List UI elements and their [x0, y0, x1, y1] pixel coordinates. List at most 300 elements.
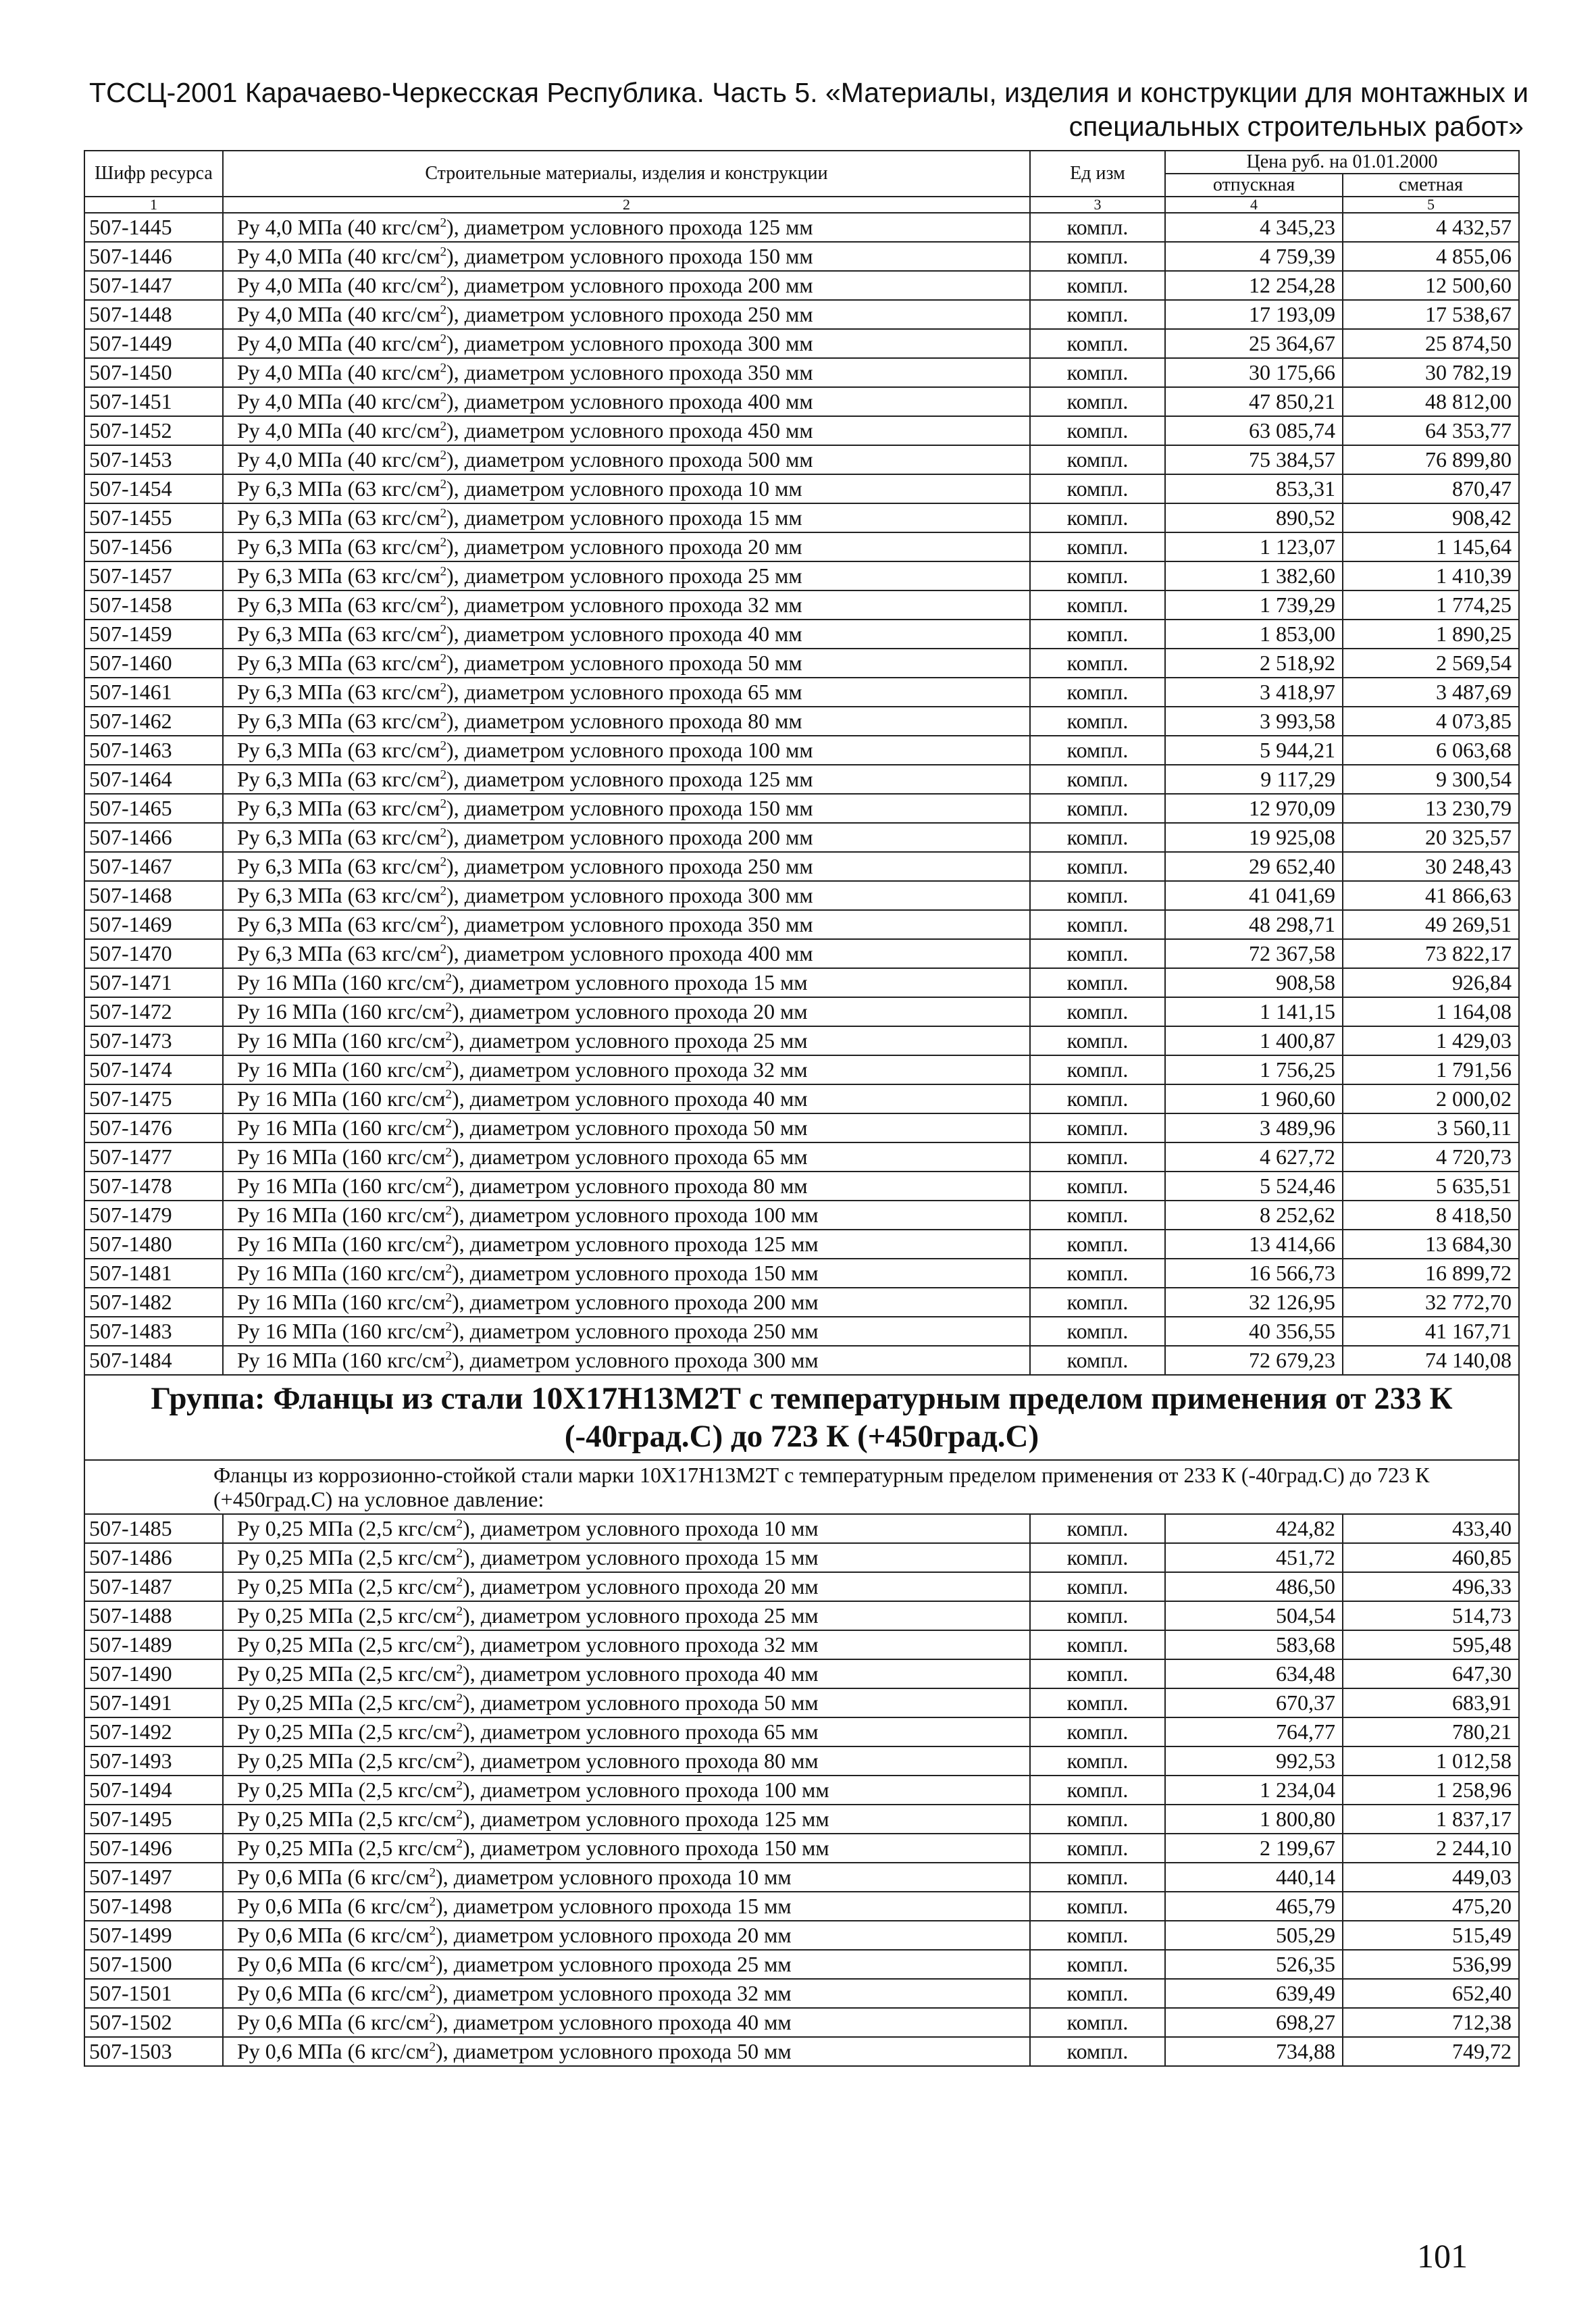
header-code: Шифр ресурса: [84, 151, 223, 197]
estimate-price: 652,40: [1343, 1979, 1519, 2008]
resource-code: 507-1469: [84, 910, 223, 939]
table-row: [84, 736, 1519, 765]
unit-cell: компл.: [1030, 1979, 1165, 2008]
table-row: [84, 1084, 1519, 1113]
material-name: Ру 16 МПа (160 кгс/$см^2$), диаметром условного прохода 200 мм: [223, 1288, 1030, 1317]
title-line-2: специальных строительных работ»: [1069, 111, 1524, 142]
resource-code: 507-1500: [84, 1950, 223, 1979]
release-price: 465,79: [1165, 1892, 1343, 1921]
unit-cell: компл.: [1030, 823, 1165, 852]
material-name: Ру 0,25 МПа (2,5 кгс/$см^2$), диаметром условного прохода 65 мм: [223, 1717, 1030, 1746]
estimate-price: 41 167,71: [1343, 1317, 1519, 1346]
unit-cell: компл.: [1030, 387, 1165, 416]
unit-cell: компл.: [1030, 1026, 1165, 1055]
unit-cell: компл.: [1030, 765, 1165, 794]
table-row: [84, 939, 1519, 968]
release-price: 505,29: [1165, 1921, 1343, 1950]
material-name: Ру 16 МПа (160 кгс/$см^2$), диаметром условного прохода 20 мм: [223, 997, 1030, 1026]
unit-cell: компл.: [1030, 1688, 1165, 1717]
release-price: 583,68: [1165, 1630, 1343, 1659]
material-name: Ру 0,25 МПа (2,5 кгс/$см^2$), диаметром условного прохода 15 мм: [223, 1543, 1030, 1572]
table-row: [84, 852, 1519, 881]
unit-cell: компл.: [1030, 1259, 1165, 1288]
estimate-price: 48 812,00: [1343, 387, 1519, 416]
estimate-price: 1 774,25: [1343, 590, 1519, 620]
resource-code: 507-1458: [84, 590, 223, 620]
estimate-price: 32 772,70: [1343, 1288, 1519, 1317]
unit-cell: компл.: [1030, 1921, 1165, 1950]
material-name: Ру 16 МПа (160 кгс/$см^2$), диаметром условного прохода 25 мм: [223, 1026, 1030, 1055]
resource-code: 507-1497: [84, 1863, 223, 1892]
table-row: [84, 765, 1519, 794]
release-price: 451,72: [1165, 1543, 1343, 1572]
material-name: Ру 6,3 МПа (63 кгс/$см^2$), диаметром условного прохода 125 мм: [223, 765, 1030, 794]
estimate-price: 683,91: [1343, 1688, 1519, 1717]
unit-cell: компл.: [1030, 2037, 1165, 2066]
table-row: [84, 649, 1519, 678]
material-name: Ру 4,0 МПа (40 кгс/$см^2$), диаметром условного прохода 300 мм: [223, 329, 1030, 358]
material-name: Ру 4,0 МПа (40 кгс/$см^2$), диаметром условного прохода 400 мм: [223, 387, 1030, 416]
estimate-price: 2 244,10: [1343, 1834, 1519, 1863]
material-name: Ру 0,25 МПа (2,5 кгс/$см^2$), диаметром условного прохода 25 мм: [223, 1601, 1030, 1630]
resource-code: 507-1473: [84, 1026, 223, 1055]
resource-code: 507-1485: [84, 1514, 223, 1543]
unit-cell: компл.: [1030, 1514, 1165, 1543]
material-name: Ру 16 МПа (160 кгс/$см^2$), диаметром условного прохода 15 мм: [223, 968, 1030, 997]
release-price: 486,50: [1165, 1572, 1343, 1601]
unit-cell: компл.: [1030, 1601, 1165, 1630]
estimate-price: 3 487,69: [1343, 678, 1519, 707]
release-price: 734,88: [1165, 2037, 1343, 2066]
unit-cell: компл.: [1030, 1346, 1165, 1375]
page-number: 101: [1417, 2237, 1468, 2275]
table-row: [84, 2008, 1519, 2037]
release-price: 4 759,39: [1165, 242, 1343, 271]
unit-cell: компл.: [1030, 1950, 1165, 1979]
material-name: Ру 0,25 МПа (2,5 кгс/$см^2$), диаметром условного прохода 10 мм: [223, 1514, 1030, 1543]
release-price: 4 627,72: [1165, 1142, 1343, 1172]
resource-code: 507-1468: [84, 881, 223, 910]
resource-code: 507-1475: [84, 1084, 223, 1113]
release-price: 9 117,29: [1165, 765, 1343, 794]
release-price: 698,27: [1165, 2008, 1343, 2037]
table-row: [84, 1921, 1519, 1950]
resource-code: 507-1495: [84, 1805, 223, 1834]
resource-code: 507-1462: [84, 707, 223, 736]
table-row: [84, 242, 1519, 271]
column-number: 3: [1030, 197, 1165, 213]
resource-code: 507-1494: [84, 1776, 223, 1805]
resource-code: 507-1452: [84, 416, 223, 445]
estimate-price: 25 874,50: [1343, 329, 1519, 358]
resource-code: 507-1472: [84, 997, 223, 1026]
unit-cell: компл.: [1030, 968, 1165, 997]
table-row: [84, 794, 1519, 823]
estimate-price: 496,33: [1343, 1572, 1519, 1601]
estimate-price: 4 720,73: [1343, 1142, 1519, 1172]
unit-cell: компл.: [1030, 852, 1165, 881]
release-price: 1 960,60: [1165, 1084, 1343, 1113]
material-name: Ру 16 МПа (160 кгс/$см^2$), диаметром условного прохода 80 мм: [223, 1172, 1030, 1201]
estimate-price: 5 635,51: [1343, 1172, 1519, 1201]
material-name: Ру 4,0 МПа (40 кгс/$см^2$), диаметром условного прохода 450 мм: [223, 416, 1030, 445]
page-title: [89, 76, 1529, 143]
estimate-price: 1 837,17: [1343, 1805, 1519, 1834]
resource-code: 507-1479: [84, 1201, 223, 1230]
material-name: Ру 16 МПа (160 кгс/$см^2$), диаметром условного прохода 300 мм: [223, 1346, 1030, 1375]
table-row: [84, 358, 1519, 387]
table-row: [84, 1055, 1519, 1084]
resource-code: 507-1445: [84, 213, 223, 242]
unit-cell: компл.: [1030, 707, 1165, 736]
release-price: 853,31: [1165, 474, 1343, 503]
release-price: 424,82: [1165, 1514, 1343, 1543]
estimate-price: 30 782,19: [1343, 358, 1519, 387]
release-price: 639,49: [1165, 1979, 1343, 2008]
release-price: 16 566,73: [1165, 1259, 1343, 1288]
unit-cell: компл.: [1030, 2008, 1165, 2037]
resource-code: 507-1465: [84, 794, 223, 823]
table-row: [84, 503, 1519, 532]
estimate-price: 6 063,68: [1343, 736, 1519, 765]
resource-code: 507-1460: [84, 649, 223, 678]
release-price: 908,58: [1165, 968, 1343, 997]
estimate-price: 870,47: [1343, 474, 1519, 503]
table-row: [84, 1805, 1519, 1834]
material-name: Ру 6,3 МПа (63 кгс/$см^2$), диаметром условного прохода 150 мм: [223, 794, 1030, 823]
estimate-price: 13 230,79: [1343, 794, 1519, 823]
material-name: Ру 4,0 МПа (40 кгс/$см^2$), диаметром условного прохода 500 мм: [223, 445, 1030, 474]
resource-code: 507-1486: [84, 1543, 223, 1572]
release-price: 2 518,92: [1165, 649, 1343, 678]
table-row: [84, 1543, 1519, 1572]
estimate-price: 73 822,17: [1343, 939, 1519, 968]
unit-cell: компл.: [1030, 1201, 1165, 1230]
resource-code: 507-1455: [84, 503, 223, 532]
resource-code: 507-1464: [84, 765, 223, 794]
table-row: [84, 474, 1519, 503]
material-name: Ру 6,3 МПа (63 кгс/$см^2$), диаметром условного прохода 300 мм: [223, 881, 1030, 910]
table-row: [84, 707, 1519, 736]
resource-code: 507-1448: [84, 300, 223, 329]
unit-cell: компл.: [1030, 678, 1165, 707]
material-name: Ру 0,25 МПа (2,5 кгс/$см^2$), диаметром условного прохода 80 мм: [223, 1746, 1030, 1776]
estimate-price: 536,99: [1343, 1950, 1519, 1979]
unit-cell: компл.: [1030, 1172, 1165, 1201]
table-row: [84, 823, 1519, 852]
estimate-price: 2 569,54: [1343, 649, 1519, 678]
resource-code: 507-1457: [84, 561, 223, 590]
resource-code: 507-1488: [84, 1601, 223, 1630]
material-name: Ру 0,6 МПа (6 кгс/$см^2$), диаметром условного прохода 20 мм: [223, 1921, 1030, 1950]
unit-cell: компл.: [1030, 620, 1165, 649]
material-name: Ру 0,6 МПа (6 кгс/$см^2$), диаметром условного прохода 50 мм: [223, 2037, 1030, 2066]
release-price: 8 252,62: [1165, 1201, 1343, 1230]
table-row: [84, 1259, 1519, 1288]
release-price: 75 384,57: [1165, 445, 1343, 474]
unit-cell: компл.: [1030, 1317, 1165, 1346]
unit-cell: компл.: [1030, 1834, 1165, 1863]
table-row: [84, 300, 1519, 329]
resource-code: 507-1503: [84, 2037, 223, 2066]
estimate-price: 1 791,56: [1343, 1055, 1519, 1084]
estimate-price: 8 418,50: [1343, 1201, 1519, 1230]
material-name: Ру 4,0 МПа (40 кгс/$см^2$), диаметром условного прохода 125 мм: [223, 213, 1030, 242]
estimate-price: 514,73: [1343, 1601, 1519, 1630]
price-table: [84, 150, 1520, 2067]
release-price: 12 970,09: [1165, 794, 1343, 823]
estimate-price: 4 073,85: [1343, 707, 1519, 736]
material-name: Ру 6,3 МПа (63 кгс/$см^2$), диаметром условного прохода 100 мм: [223, 736, 1030, 765]
material-name: Ру 0,6 МПа (6 кгс/$см^2$), диаметром условного прохода 25 мм: [223, 1950, 1030, 1979]
resource-code: 507-1478: [84, 1172, 223, 1201]
unit-cell: компл.: [1030, 358, 1165, 387]
resource-code: 507-1447: [84, 271, 223, 300]
unit-cell: компл.: [1030, 1288, 1165, 1317]
release-price: 4 345,23: [1165, 213, 1343, 242]
resource-code: 507-1477: [84, 1142, 223, 1172]
release-price: 63 085,74: [1165, 416, 1343, 445]
resource-code: 507-1481: [84, 1259, 223, 1288]
estimate-price: 926,84: [1343, 968, 1519, 997]
table-row: [84, 678, 1519, 707]
release-price: 504,54: [1165, 1601, 1343, 1630]
table-row: [84, 1688, 1519, 1717]
table-row: [84, 590, 1519, 620]
group-description: Фланцы из коррозионно-стойкой стали марки 10Х17Н13М2Т с температурным пределом применения от 233 К (-40град.С) до 723 К (+450град.С) на условное давление:: [84, 1460, 1519, 1514]
release-price: 5 524,46: [1165, 1172, 1343, 1201]
release-price: 72 367,58: [1165, 939, 1343, 968]
material-name: Ру 0,25 МПа (2,5 кгс/$см^2$), диаметром условного прохода 50 мм: [223, 1688, 1030, 1717]
unit-cell: компл.: [1030, 532, 1165, 561]
table-row: [84, 1317, 1519, 1346]
table-row: [84, 1113, 1519, 1142]
table-row: [84, 881, 1519, 910]
table-row: [84, 1514, 1519, 1543]
table-row: [84, 1201, 1519, 1230]
estimate-price: 908,42: [1343, 503, 1519, 532]
unit-cell: компл.: [1030, 1892, 1165, 1921]
estimate-price: 1 145,64: [1343, 532, 1519, 561]
table-row: [84, 1026, 1519, 1055]
estimate-price: 12 500,60: [1343, 271, 1519, 300]
unit-cell: компл.: [1030, 794, 1165, 823]
resource-code: 507-1501: [84, 1979, 223, 2008]
unit-cell: компл.: [1030, 997, 1165, 1026]
table-row: [84, 213, 1519, 242]
material-name: Ру 6,3 МПа (63 кгс/$см^2$), диаметром условного прохода 65 мм: [223, 678, 1030, 707]
release-price: 890,52: [1165, 503, 1343, 532]
table-row: [84, 1288, 1519, 1317]
estimate-price: 1 258,96: [1343, 1776, 1519, 1805]
resource-code: 507-1474: [84, 1055, 223, 1084]
resource-code: 507-1451: [84, 387, 223, 416]
release-price: 47 850,21: [1165, 387, 1343, 416]
unit-cell: компл.: [1030, 242, 1165, 271]
release-price: 30 175,66: [1165, 358, 1343, 387]
release-price: 17 193,09: [1165, 300, 1343, 329]
table-row: [84, 1776, 1519, 1805]
estimate-price: 449,03: [1343, 1863, 1519, 1892]
release-price: 1 234,04: [1165, 1776, 1343, 1805]
material-name: Ру 6,3 МПа (63 кгс/$см^2$), диаметром условного прохода 20 мм: [223, 532, 1030, 561]
table-row: [84, 1630, 1519, 1659]
release-price: 41 041,69: [1165, 881, 1343, 910]
release-price: 1 400,87: [1165, 1026, 1343, 1055]
material-name: Ру 4,0 МПа (40 кгс/$см^2$), диаметром условного прохода 200 мм: [223, 271, 1030, 300]
unit-cell: компл.: [1030, 1113, 1165, 1142]
group-section: [84, 1375, 1519, 1514]
material-name: Ру 4,0 МПа (40 кгс/$см^2$), диаметром условного прохода 150 мм: [223, 242, 1030, 271]
estimate-price: 9 300,54: [1343, 765, 1519, 794]
estimate-price: 1 410,39: [1343, 561, 1519, 590]
column-number: 2: [223, 197, 1030, 213]
table-row: [84, 620, 1519, 649]
resource-code: 507-1467: [84, 852, 223, 881]
table-row: [84, 1142, 1519, 1172]
resource-code: 507-1466: [84, 823, 223, 852]
resource-code: 507-1480: [84, 1230, 223, 1259]
material-name: Ру 0,6 МПа (6 кгс/$см^2$), диаметром условного прохода 40 мм: [223, 2008, 1030, 2037]
resource-code: 507-1476: [84, 1113, 223, 1142]
table-row: [84, 387, 1519, 416]
unit-cell: компл.: [1030, 1543, 1165, 1572]
release-price: 1 123,07: [1165, 532, 1343, 561]
release-price: 1 382,60: [1165, 561, 1343, 590]
estimate-price: 49 269,51: [1343, 910, 1519, 939]
table-body-pressure-flanges: [84, 213, 1519, 1375]
release-price: 19 925,08: [1165, 823, 1343, 852]
release-price: 25 364,67: [1165, 329, 1343, 358]
resource-code: 507-1461: [84, 678, 223, 707]
material-name: Ру 0,6 МПа (6 кгс/$см^2$), диаметром условного прохода 10 мм: [223, 1863, 1030, 1892]
unit-cell: компл.: [1030, 445, 1165, 474]
release-price: 40 356,55: [1165, 1317, 1343, 1346]
estimate-price: 433,40: [1343, 1514, 1519, 1543]
table-row: [84, 416, 1519, 445]
table-row: [84, 1979, 1519, 2008]
material-name: Ру 0,6 МПа (6 кгс/$см^2$), диаметром условного прохода 15 мм: [223, 1892, 1030, 1921]
unit-cell: компл.: [1030, 561, 1165, 590]
release-price: 1 141,15: [1165, 997, 1343, 1026]
material-name: Ру 0,25 МПа (2,5 кгс/$см^2$), диаметром условного прохода 20 мм: [223, 1572, 1030, 1601]
unit-cell: компл.: [1030, 649, 1165, 678]
table-row: [84, 329, 1519, 358]
material-name: Ру 6,3 МПа (63 кгс/$см^2$), диаметром условного прохода 250 мм: [223, 852, 1030, 881]
material-name: Ру 0,25 МПа (2,5 кгс/$см^2$), диаметром условного прохода 150 мм: [223, 1834, 1030, 1863]
unit-cell: компл.: [1030, 1084, 1165, 1113]
table-row: [84, 2037, 1519, 2066]
table-row: [84, 561, 1519, 590]
material-name: Ру 16 МПа (160 кгс/$см^2$), диаметром условного прохода 250 мм: [223, 1317, 1030, 1346]
material-name: Ру 0,25 МПа (2,5 кгс/$см^2$), диаметром условного прохода 125 мм: [223, 1805, 1030, 1834]
resource-code: 507-1502: [84, 2008, 223, 2037]
unit-cell: компл.: [1030, 1776, 1165, 1805]
material-name: Ру 6,3 МПа (63 кгс/$см^2$), диаметром условного прохода 400 мм: [223, 939, 1030, 968]
release-price: 72 679,23: [1165, 1346, 1343, 1375]
table-row: [84, 1834, 1519, 1863]
resource-code: 507-1482: [84, 1288, 223, 1317]
column-number: 4: [1165, 197, 1343, 213]
release-price: 992,53: [1165, 1746, 1343, 1776]
unit-cell: компл.: [1030, 1659, 1165, 1688]
unit-cell: компл.: [1030, 1142, 1165, 1172]
estimate-price: 3 560,11: [1343, 1113, 1519, 1142]
unit-cell: компл.: [1030, 474, 1165, 503]
release-price: 48 298,71: [1165, 910, 1343, 939]
estimate-price: 13 684,30: [1343, 1230, 1519, 1259]
resource-code: 507-1487: [84, 1572, 223, 1601]
table-row: [84, 1950, 1519, 1979]
group-title: Группа: Фланцы из стали 10Х17Н13М2Т с температурным пределом применения от 233 К (-40град.С) до 723 К (+450град.С): [84, 1375, 1519, 1460]
column-number: 5: [1343, 197, 1519, 213]
unit-cell: компл.: [1030, 329, 1165, 358]
material-name: Ру 6,3 МПа (63 кгс/$см^2$), диаметром условного прохода 80 мм: [223, 707, 1030, 736]
unit-cell: компл.: [1030, 213, 1165, 242]
estimate-price: 76 899,80: [1343, 445, 1519, 474]
table-row: [84, 1863, 1519, 1892]
resource-code: 507-1489: [84, 1630, 223, 1659]
resource-code: 507-1493: [84, 1746, 223, 1776]
material-name: Ру 16 МПа (160 кгс/$см^2$), диаметром условного прохода 40 мм: [223, 1084, 1030, 1113]
estimate-price: 712,38: [1343, 2008, 1519, 2037]
material-name: Ру 6,3 МПа (63 кгс/$см^2$), диаметром условного прохода 10 мм: [223, 474, 1030, 503]
table-row: [84, 271, 1519, 300]
table-row: [84, 532, 1519, 561]
column-number: 1: [84, 197, 223, 213]
resource-code: 507-1463: [84, 736, 223, 765]
table-row: [84, 1172, 1519, 1201]
release-price: 13 414,66: [1165, 1230, 1343, 1259]
unit-cell: компл.: [1030, 590, 1165, 620]
unit-cell: компл.: [1030, 300, 1165, 329]
material-name: Ру 16 МПа (160 кгс/$см^2$), диаметром условного прохода 65 мм: [223, 1142, 1030, 1172]
header-release: отпускная: [1165, 174, 1343, 197]
resource-code: 507-1450: [84, 358, 223, 387]
unit-cell: компл.: [1030, 881, 1165, 910]
release-price: 5 944,21: [1165, 736, 1343, 765]
estimate-price: 1 429,03: [1343, 1026, 1519, 1055]
estimate-price: 475,20: [1343, 1892, 1519, 1921]
unit-cell: компл.: [1030, 1572, 1165, 1601]
release-price: 2 199,67: [1165, 1834, 1343, 1863]
material-name: Ру 4,0 МПа (40 кгс/$см^2$), диаметром условного прохода 250 мм: [223, 300, 1030, 329]
title-line-1: ТССЦ-2001 Карачаево-Черкесская Республика. Часть 5. «Материалы, изделия и конструкции для монтажных и: [89, 77, 1529, 108]
table-row: [84, 1346, 1519, 1375]
release-price: 29 652,40: [1165, 852, 1343, 881]
estimate-price: 1 890,25: [1343, 620, 1519, 649]
unit-cell: компл.: [1030, 1863, 1165, 1892]
header-name: Строительные материалы, изделия и конструкции: [223, 151, 1030, 197]
table-row: [84, 997, 1519, 1026]
release-price: 1 739,29: [1165, 590, 1343, 620]
resource-code: 507-1470: [84, 939, 223, 968]
release-price: 526,35: [1165, 1950, 1343, 1979]
estimate-price: 30 248,43: [1343, 852, 1519, 881]
unit-cell: компл.: [1030, 939, 1165, 968]
material-name: Ру 0,25 МПа (2,5 кгс/$см^2$), диаметром условного прохода 40 мм: [223, 1659, 1030, 1688]
release-price: 1 800,80: [1165, 1805, 1343, 1834]
table-row: [84, 1892, 1519, 1921]
estimate-price: 4 855,06: [1343, 242, 1519, 271]
material-name: Ру 6,3 МПа (63 кгс/$см^2$), диаметром условного прохода 15 мм: [223, 503, 1030, 532]
material-name: Ру 6,3 МПа (63 кгс/$см^2$), диаметром условного прохода 50 мм: [223, 649, 1030, 678]
material-name: Ру 16 МПа (160 кгс/$см^2$), диаметром условного прохода 150 мм: [223, 1259, 1030, 1288]
unit-cell: компл.: [1030, 1055, 1165, 1084]
material-name: Ру 16 МПа (160 кгс/$см^2$), диаметром условного прохода 125 мм: [223, 1230, 1030, 1259]
unit-cell: компл.: [1030, 910, 1165, 939]
estimate-price: 515,49: [1343, 1921, 1519, 1950]
